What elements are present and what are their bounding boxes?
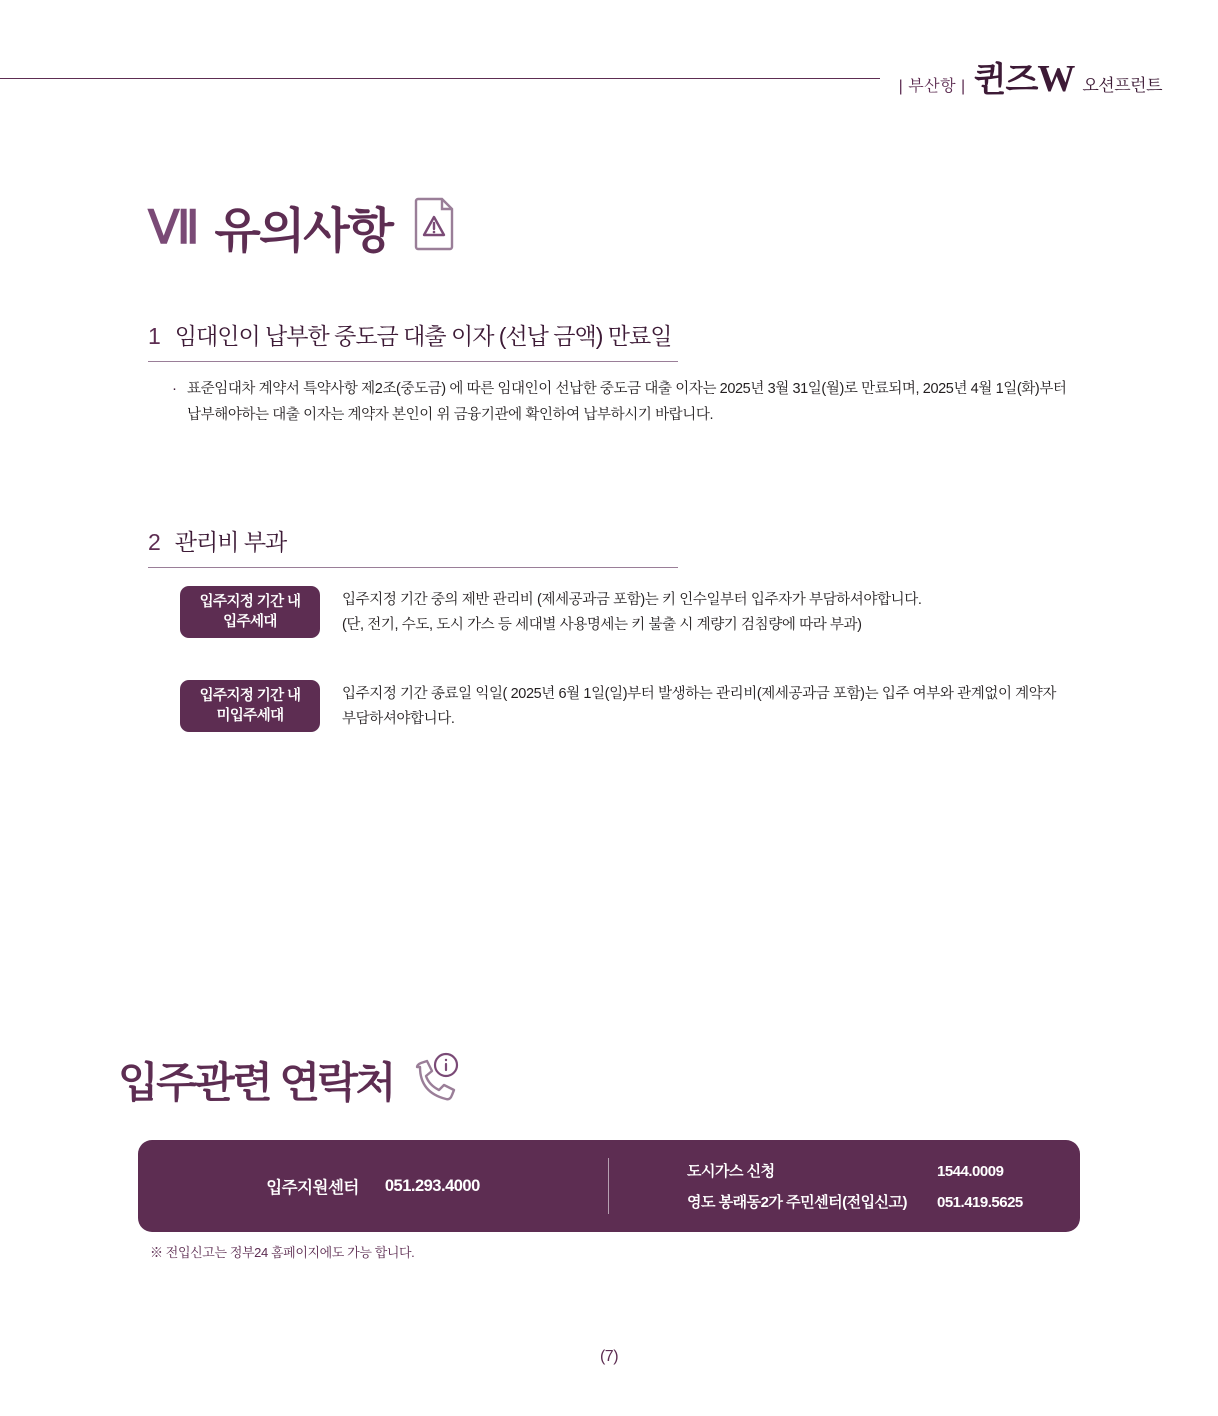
- page-header: [0, 0, 1218, 120]
- phone-info-icon: [408, 1051, 460, 1110]
- contact-list: [609, 1160, 1080, 1212]
- contact-row-number: 1544.0009: [937, 1163, 1004, 1180]
- brand-port-label: | 부산항 |: [898, 78, 966, 95]
- tag-row: [180, 680, 1056, 732]
- contact-row-label: 도시가스 신청: [687, 1163, 775, 1180]
- page-number: (7): [599, 1348, 619, 1365]
- contact-support-label: 입주지원센터: [266, 1179, 359, 1197]
- tag-body-line2: 부담하셔야합니다.: [342, 711, 455, 727]
- tag-pill-line2: 입주세대: [223, 614, 277, 630]
- tag-body-line2: (단, 전기, 수도, 도시 가스 등 세대별 사용명세는 키 불출 시 계량기 검침량에 따라 부과): [342, 617, 862, 633]
- contact-row: [687, 1160, 1080, 1181]
- section-numeral: Ⅶ: [148, 201, 199, 253]
- header-divider-line: [0, 78, 880, 79]
- contact-section-title: [118, 1050, 460, 1110]
- brand-sub-label: 오션프런트: [1082, 76, 1162, 95]
- tag-row: [180, 586, 921, 638]
- brand-logo: [899, 52, 1162, 101]
- brand-w-letter: W: [1037, 58, 1075, 100]
- contact-note: ※ 전입신고는 정부24 홈페이지에도 가능 합니다.: [150, 1245, 415, 1260]
- contact-support-number: 051.293.4000: [384, 1176, 480, 1195]
- warning-document-icon: [414, 197, 456, 256]
- bullet-marker: ·: [172, 380, 177, 397]
- page-title: 유의사항: [214, 205, 392, 258]
- tag-body-line1: 입주지정 기간 종료일 익일( 2025년 6월 1일(일)부터 발생하는 관리비(제세공과금 포함)는 입주 여부와 관계없이 계약자: [342, 686, 1057, 702]
- brand-main-label: 퀸즈W: [973, 58, 1075, 100]
- section-title: [148, 192, 456, 261]
- contact-row-number: 051.419.5625: [937, 1194, 1023, 1211]
- tag-body-line1: 입주지정 기간 중의 제반 관리비 (제세공과금 포함)는 키 인수일부터 입주자가 부담하셔야합니다.: [342, 592, 922, 608]
- subsection-title-2: 관리비 부과: [174, 529, 287, 555]
- contact-title-label: 입주관련 연락처: [118, 1059, 394, 1106]
- tag-pill-line2: 미입주세대: [216, 708, 284, 724]
- tag-pill-occupied: [180, 586, 320, 638]
- contact-box: [138, 1140, 1080, 1232]
- subsection-number-2: 2: [148, 529, 161, 555]
- tag-pill-unoccupied: [180, 680, 320, 732]
- tag-pill-line1: 입주지정 기간 내: [199, 688, 301, 704]
- tag-pill-line1: 입주지정 기간 내: [199, 594, 301, 610]
- contact-row-label: 영도 봉래동2가 주민센터(전입신고): [687, 1194, 908, 1211]
- subsection-number-1: 1: [148, 323, 161, 349]
- subsection-title-1: 임대인이 납부한 중도금 대출 이자 (선납 금액) 만료일: [174, 323, 672, 349]
- tag-body-occupied: [342, 586, 921, 638]
- tag-body-unoccupied: [342, 680, 1056, 732]
- subsection-heading-1: [148, 318, 678, 362]
- contact-support-center: [138, 1174, 608, 1198]
- bullet-item-1: [172, 376, 1072, 428]
- contact-row: [687, 1191, 1080, 1212]
- subsection-heading-2: [148, 524, 678, 568]
- bullet-text: 표준임대차 계약서 특약사항 제2조(중도금) 에 따른 임대인이 선납한 중도금 대출 이자는 2025년 3월 31일(월)로 만료되며, 2025년 4월 1일(화)부터 납부해야하는 대출 이자는 계약자 본인이 위 금융기관에 확인하여 납부하시기 바랍니다.: [187, 381, 1067, 423]
